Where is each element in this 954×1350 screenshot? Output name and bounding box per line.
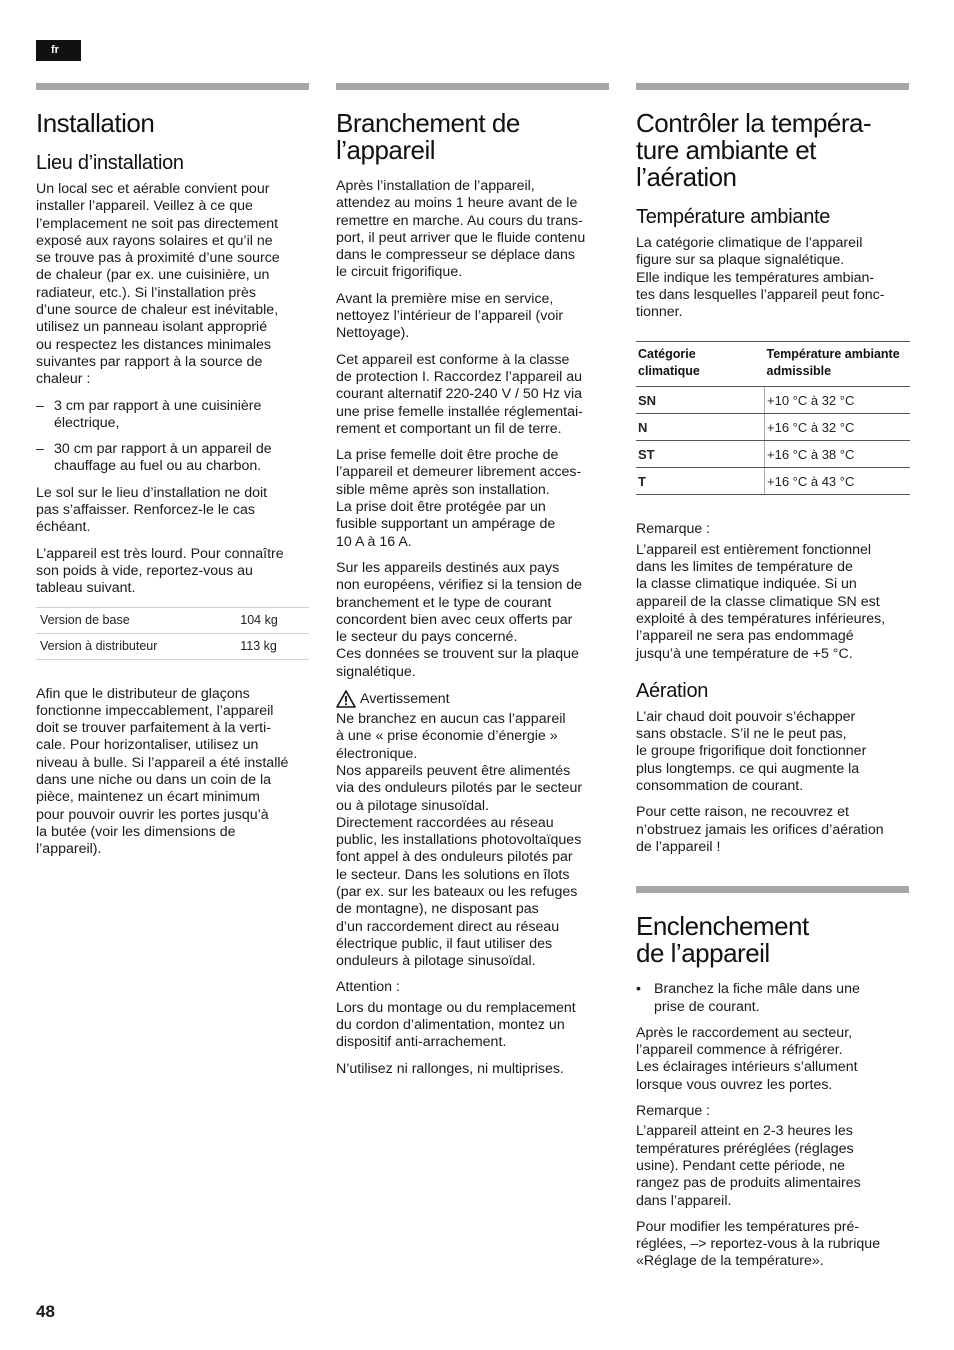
remark-label: Remarque : <box>636 521 711 538</box>
weight-value: 113 kg <box>236 633 309 659</box>
climate-class: T <box>636 468 765 495</box>
subheading-temperature-ambiante: Température ambiante <box>636 206 831 228</box>
section-rule <box>336 83 609 90</box>
paragraph: Avant la première mise en service, nettoyez l’intérieur de l’appareil (voir Nettoyage). <box>336 290 564 342</box>
section-title-temperature: Contrôler la tempéra- ture ambiante et l’aération <box>636 108 872 192</box>
table-header-row <box>636 342 910 387</box>
climate-class: N <box>636 414 765 441</box>
warning-icon <box>336 690 356 708</box>
table-row <box>36 607 309 633</box>
section-title-branchement: Branchement de l’appareil <box>336 108 520 165</box>
weight-value: 104 kg <box>236 607 309 633</box>
temperature-range: +10 °C à 32 °C <box>765 387 911 414</box>
paragraph: La prise femelle doit être proche de l’appareil et demeurer librement acces- sible même après son installation. La prise doit être protégée par un fusible supportant un ampérage de 10 A à 16 A. <box>336 447 582 550</box>
table-row <box>636 414 910 441</box>
attention-text: Lors du montage ou du remplacement du cordon d’alimentation, montez un dispositif anti-arrachement. <box>336 999 576 1051</box>
paragraph: Après le raccordement au secteur, l’appareil commence à réfrigérer. Les éclairages intérieurs s’allument lorsque vous ouvrez les portes. <box>636 1024 858 1093</box>
climate-table <box>636 341 910 495</box>
remark-label: Remarque : <box>636 1103 711 1120</box>
warning-label: Avertissement <box>360 691 450 708</box>
section-rule <box>636 886 909 893</box>
paragraph: Pour modifier les températures pré- réglées, –> reportez-vous à la rubrique «Réglage de la température». <box>636 1218 881 1270</box>
weight-label: Version à distributeur <box>36 633 236 659</box>
section-rule <box>36 83 309 90</box>
subheading-lieu-installation: Lieu d’installation <box>36 152 184 174</box>
paragraph: Un local sec et aérable convient pour installer l’appareil. Veillez à ce que l’emplacement ne soit pas directement exposé aux rayons solaires et qu’il ne se trouve pas à proximité d’une source de chaleur (par ex. une cuisinière, un radiateur, etc.). Si l’installation près d’une source de chaleur est inévitable, utilisez un panneau isolant approprié ou respectez les distances minimales suivantes par rapport à la source de chaleur : <box>36 181 280 388</box>
temperature-range: +16 °C à 32 °C <box>765 414 911 441</box>
table-row <box>636 441 910 468</box>
temperature-range: +16 °C à 38 °C <box>765 441 911 468</box>
table-row <box>636 387 910 414</box>
weight-label: Version de base <box>36 607 236 633</box>
remark-text: L’appareil atteint en 2-3 heures les températures préréglées (réglages usine). Pendant cette période, ne rangez pas de produits alimentaires dans l’appareil. <box>636 1123 861 1209</box>
paragraph: N’utilisez ni rallonges, ni multiprises. <box>336 1060 564 1077</box>
remark-text: L’appareil est entièrement fonctionnel dans les limites de température de la classe climatique indiquée. Si un appareil de la classe climatique SN est exploité à des températures inférieures, l’appareil ne sera pas endommagé jusqu’à une température de +5 °C. <box>636 541 886 662</box>
list-item: – 30 cm par rapport à un appareil de chauffage au fuel ou au charbon. <box>36 441 309 476</box>
column-installation <box>36 83 309 868</box>
climate-class: SN <box>636 387 765 414</box>
attention-label: Attention : <box>336 979 400 996</box>
temperature-range: +16 °C à 43 °C <box>765 468 911 495</box>
climate-class: ST <box>636 441 765 468</box>
paragraph: Après l’installation de l’appareil, attendez au moins 1 heure avant de le remettre en marche. Au cours du trans- port, il peut arriver que le fluide contenu dans le compresseur se déplace dans le circuit frigorifique. <box>336 178 586 281</box>
paragraph: La catégorie climatique de l’appareil figure sur sa plaque signalétique. Elle indique les températures ambian- tes dans lesquelles l’appareil peut fonc- tionner. <box>636 235 885 321</box>
header-category: Catégorie climatique <box>636 342 765 387</box>
table-row <box>36 633 309 659</box>
paragraph: Afin que le distributeur de glaçons fonctionne impeccablement, l’appareil doit se trouver parfaitement à la verti- cale. Pour horizontaliser, utilisez un niveau à bulle. Si l’appareil a été installé dans une niche ou dans un coin de la pièce, maintenez un écart minimum pour pouvoir ouvrir les portes jusqu’à la butée (voir les dimensions de l’appareil). <box>36 685 289 858</box>
language-tag: fr <box>36 40 81 61</box>
list-item: – 3 cm par rapport à une cuisinière électrique, <box>36 398 309 433</box>
header-temperature: Température ambiante admissible <box>765 342 911 387</box>
distance-list <box>36 398 309 476</box>
paragraph: Pour cette raison, ne recouvrez et n’obstruez jamais les orifices d’aération de l’appareil ! <box>636 804 884 855</box>
paragraph: Cet appareil est conforme à la classe de protection I. Raccordez l’appareil au courant alternatif 220-240 V / 50 Hz via une prise femelle installée réglementai- rement et comportant un fil de terre. <box>336 351 583 437</box>
warning-text: Ne branchez en aucun cas l’appareil à une « prise économie d’énergie » électronique. Nos appareils peuvent être alimentés via des onduleurs pilotés par le secteur ou à pilotage sinusoïdal. Directement raccordées au réseau public, les installations photovoltaïques font appel à des onduleurs pilotés par le secteur. Dans les solutions en îlots (par ex. sur les bateaux ou les refuges de montagne), ne disposant pas d’un raccordement direct au réseau électrique public, il faut utiliser des onduleurs à pilotage sinusoïdal. <box>336 711 583 970</box>
section-title-enclenchement: Enclenchement de l’appareil <box>636 911 809 969</box>
bullet-list <box>636 981 909 1016</box>
warning-heading <box>336 690 609 708</box>
list-item: • Branchez la fiche mâle dans une prise de courant. <box>636 981 909 1016</box>
table-row <box>636 468 910 495</box>
paragraph: Le sol sur le lieu d’installation ne doit pas s’affaisser. Renforcez-le le cas échéant. <box>36 484 268 536</box>
column-temperature <box>636 83 909 1280</box>
paragraph: Sur les appareils destinés aux pays non européens, vérifiez si la tension de branchement et le type de courant concordent bien avec ceux offerts par le secteur du pays concerné. Ces données se trouvent sur la plaque signalétique. <box>336 559 583 680</box>
column-branchement <box>336 83 609 1087</box>
paragraph: L’appareil est très lourd. Pour connaître son poids à vide, reportez-vous au tableau suivant. <box>36 545 284 597</box>
paragraph: L’air chaud doit pouvoir s’échapper sans obstacle. S’il ne le peut pas, le groupe frigorifique doit fonctionner plus longtemps. ce qui augmente la consommation de courant. <box>636 708 867 795</box>
weight-table <box>36 607 309 660</box>
section-rule <box>636 83 909 90</box>
section-title-installation: Installation <box>36 108 155 138</box>
page-number: 48 <box>36 1302 55 1321</box>
subheading-aeration: Aération <box>636 679 709 702</box>
